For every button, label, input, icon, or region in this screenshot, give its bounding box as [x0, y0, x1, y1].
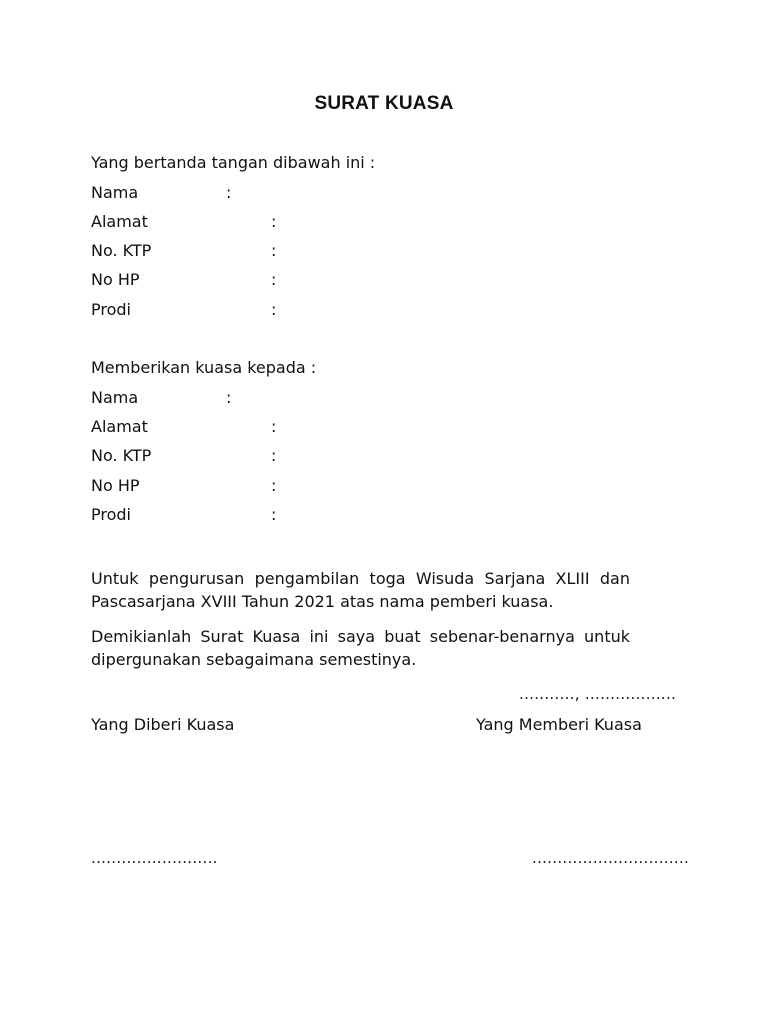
grantor-field-label-prodi: Prodi: [91, 300, 131, 319]
grantor-field-sep-prodi: :: [271, 300, 277, 319]
grantee-field-label-ktp: No. KTP: [91, 446, 152, 465]
purpose-paragraph: Untuk pengurusan pengambilan toga Wisuda Sarjana XLIII dan Pascasarjana XVIII Tahun 2021 atas nama pemberi kuasa.: [91, 569, 630, 611]
grantor-signature-label: Yang Memberi Kuasa: [476, 715, 642, 734]
grantee-intro: Memberikan kuasa kepada :: [91, 358, 317, 377]
grantor-field-sep-name: :: [226, 183, 232, 202]
grantee-field-label-address: Alamat: [91, 417, 148, 436]
grantor-field-label-address: Alamat: [91, 212, 148, 231]
grantor-field-label-phone: No HP: [91, 270, 140, 289]
grantor-field-sep-address: :: [271, 212, 277, 231]
grantee-signature-line: .........................: [91, 849, 218, 867]
grantor-field-sep-ktp: :: [271, 241, 277, 260]
grantee-field-sep-prodi: :: [271, 505, 277, 524]
grantee-field-label-name: Nama: [91, 388, 139, 407]
grantee-field-sep-ktp: :: [271, 446, 277, 465]
closing-paragraph: Demikianlah Surat Kuasa ini saya buat sebenar-benarnya untuk dipergunakan sebagaimana semestinya.: [91, 627, 630, 669]
grantee-field-label-phone: No HP: [91, 476, 140, 495]
grantor-intro: Yang bertanda tangan dibawah ini :: [91, 153, 376, 172]
grantee-field-sep-name: :: [226, 388, 232, 407]
grantee-signature-label: Yang Diberi Kuasa: [91, 715, 235, 734]
grantor-field-label-name: Nama: [91, 183, 139, 202]
grantor-field-sep-phone: :: [271, 270, 277, 289]
grantee-field-sep-address: :: [271, 417, 277, 436]
grantee-field-sep-phone: :: [271, 476, 277, 495]
document-title: SURAT KUASA: [314, 93, 454, 114]
grantee-field-label-prodi: Prodi: [91, 505, 131, 524]
grantor-signature-line: ...............................: [532, 849, 690, 867]
grantor-field-label-ktp: No. KTP: [91, 241, 152, 260]
place-date-line: ..........., ..................: [519, 685, 677, 703]
